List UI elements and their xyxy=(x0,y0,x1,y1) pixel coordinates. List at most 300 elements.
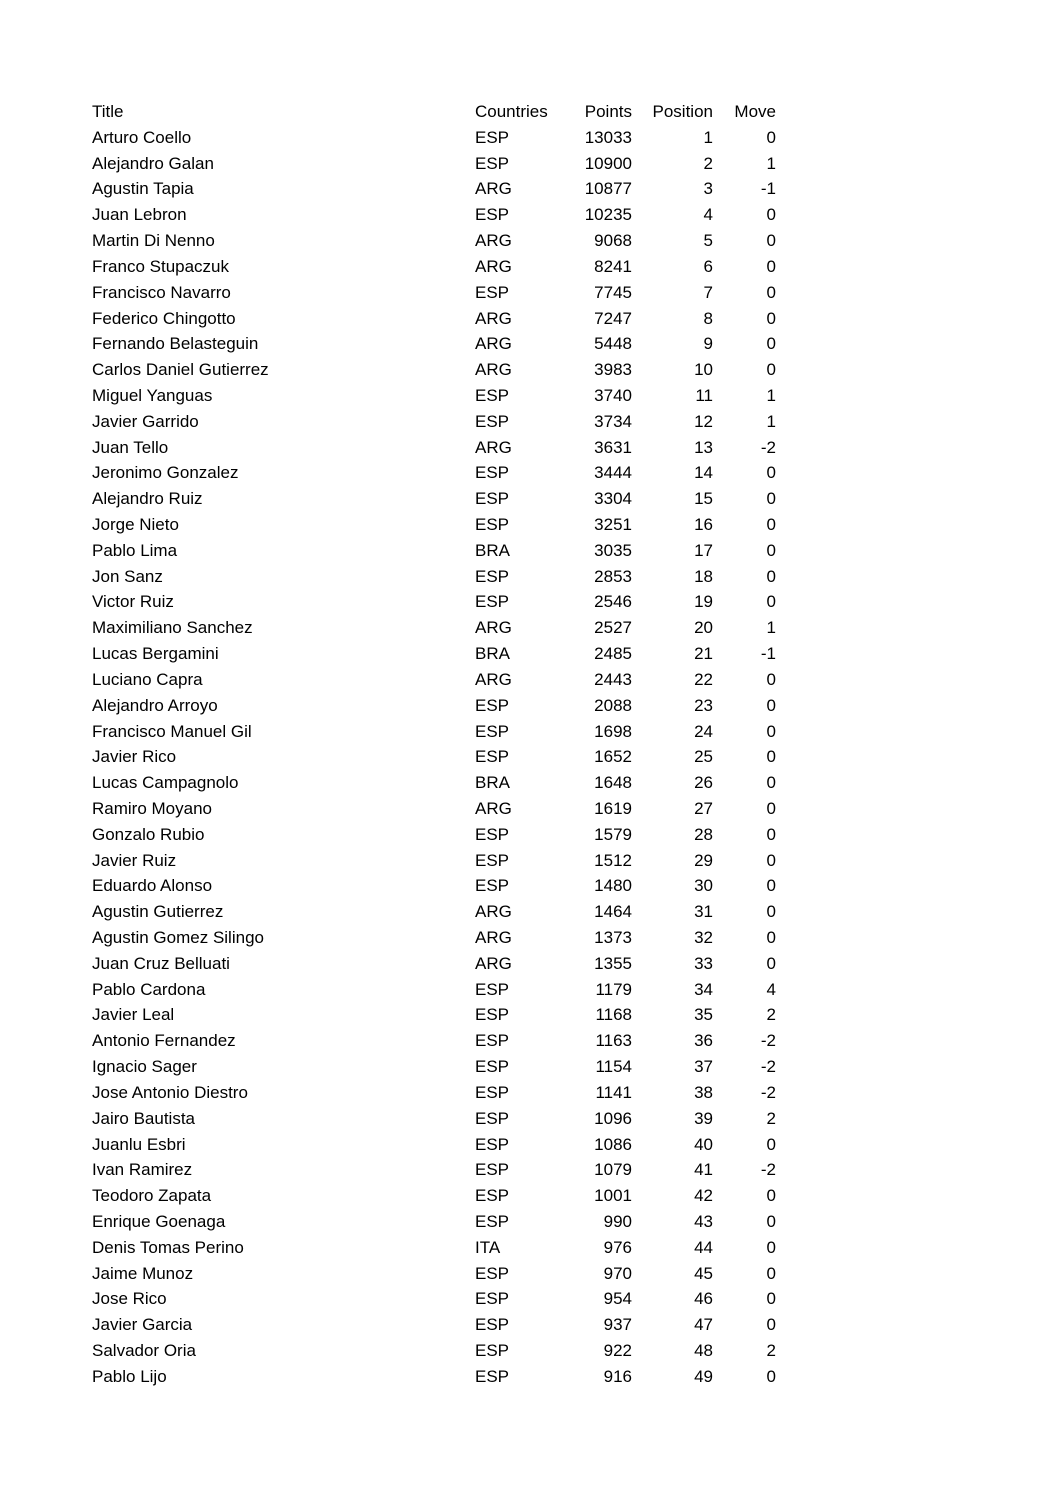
move-cell: 1 xyxy=(766,618,776,638)
points-cell: 3444 xyxy=(594,463,632,483)
title-cell: Maximiliano Sanchez xyxy=(92,618,253,638)
points-cell: 922 xyxy=(603,1341,632,1360)
title-cell: Jose Rico xyxy=(92,1289,167,1309)
title-cell: Francisco Navarro xyxy=(92,282,231,302)
title-cell: Jaime Munoz xyxy=(92,1263,194,1283)
move-cell: 0 xyxy=(766,256,776,276)
table-row xyxy=(92,1338,776,1364)
title-cell: Enrique Goenaga xyxy=(92,1211,226,1231)
country-cell: ESP xyxy=(475,1315,510,1335)
position-cell: 36 xyxy=(694,1031,713,1051)
move-cell: 0 xyxy=(766,308,776,328)
points-cell: 954 xyxy=(603,1289,632,1309)
move-cell: -2 xyxy=(760,1057,776,1077)
table-row xyxy=(92,719,776,745)
table-row xyxy=(92,822,776,848)
title-cell: Javier Leal xyxy=(92,1005,175,1025)
country-cell: ARG xyxy=(475,928,512,947)
points-cell: 7745 xyxy=(594,282,632,302)
position-cell: 48 xyxy=(694,1341,713,1360)
points-cell: 5448 xyxy=(594,334,632,354)
move-cell: 0 xyxy=(766,876,776,896)
title-cell: Jose Antonio Diestro xyxy=(92,1082,248,1102)
points-cell: 1698 xyxy=(594,721,632,741)
title-cell: Ignacio Sager xyxy=(92,1057,197,1077)
position-cell: 30 xyxy=(694,876,713,896)
position-cell: 11 xyxy=(695,385,713,405)
points-cell: 970 xyxy=(603,1263,632,1283)
move-cell: 0 xyxy=(766,773,776,793)
title-cell: Arturo Coello xyxy=(92,127,192,147)
move-cell: 0 xyxy=(766,1237,776,1257)
title-cell: Javier Ruiz xyxy=(92,850,177,870)
points-cell: 2443 xyxy=(594,669,632,689)
title-cell: Javier Garrido xyxy=(92,411,199,431)
column-header-move: Move xyxy=(734,102,776,121)
position-cell: 24 xyxy=(694,721,713,741)
title-cell: Javier Garcia xyxy=(92,1315,193,1335)
country-cell: ARG xyxy=(475,902,512,922)
points-cell: 1096 xyxy=(594,1108,632,1128)
points-cell: 9068 xyxy=(594,231,632,251)
table-body xyxy=(92,125,776,1390)
table-row xyxy=(92,589,776,615)
table-row xyxy=(92,280,776,306)
table-row xyxy=(92,306,776,332)
points-cell: 1141 xyxy=(595,1082,632,1102)
table-row xyxy=(92,744,776,770)
table-row xyxy=(92,357,776,383)
title-cell: Lucas Campagnolo xyxy=(92,773,239,793)
table-row xyxy=(92,641,776,667)
column-header-position: Position xyxy=(652,102,713,121)
title-cell: Franco Stupaczuk xyxy=(92,256,230,276)
country-cell: ESP xyxy=(475,1366,510,1386)
table-row xyxy=(92,848,776,874)
country-cell: ARG xyxy=(475,308,512,328)
points-cell: 1168 xyxy=(595,1005,632,1025)
position-cell: 38 xyxy=(694,1082,713,1102)
position-cell: 20 xyxy=(694,618,713,638)
move-cell: -2 xyxy=(760,437,776,457)
position-cell: 26 xyxy=(694,773,713,793)
country-cell: BRA xyxy=(475,773,510,793)
title-cell: Salvador Oria xyxy=(92,1341,196,1360)
title-cell: Juan Lebron xyxy=(92,205,187,225)
position-cell: 16 xyxy=(694,515,713,534)
table-row xyxy=(92,383,776,409)
table-row xyxy=(92,1054,776,1080)
move-cell: 0 xyxy=(766,1366,776,1386)
country-cell: ARG xyxy=(475,437,512,457)
move-cell: 0 xyxy=(766,824,776,844)
points-cell: 3035 xyxy=(594,540,632,560)
country-cell: ARG xyxy=(475,334,512,354)
country-cell: ESP xyxy=(475,1031,510,1051)
position-cell: 39 xyxy=(694,1108,713,1128)
move-cell: 0 xyxy=(766,282,776,302)
move-cell: -2 xyxy=(760,1031,776,1051)
move-cell: 0 xyxy=(766,902,776,922)
points-cell: 3734 xyxy=(594,411,632,431)
points-cell: 2485 xyxy=(594,644,632,664)
position-cell: 17 xyxy=(694,540,713,560)
points-cell: 7247 xyxy=(594,308,632,328)
position-cell: 45 xyxy=(694,1263,713,1283)
country-cell: ESP xyxy=(475,205,510,225)
points-cell: 916 xyxy=(603,1366,632,1386)
points-cell: 2527 xyxy=(594,618,632,638)
table-row xyxy=(92,1261,776,1287)
move-cell: 2 xyxy=(766,1341,776,1360)
column-header-title: Title xyxy=(92,102,124,121)
table-row xyxy=(92,1312,776,1338)
points-cell: 10877 xyxy=(584,179,632,199)
points-cell: 1086 xyxy=(594,1134,632,1154)
position-cell: 6 xyxy=(703,256,713,276)
move-cell: 2 xyxy=(766,1108,776,1128)
title-cell: Jorge Nieto xyxy=(92,515,179,534)
table-row xyxy=(92,693,776,719)
move-cell: 0 xyxy=(766,489,776,509)
position-cell: 35 xyxy=(694,1005,713,1025)
position-cell: 27 xyxy=(694,798,713,818)
position-cell: 49 xyxy=(694,1366,713,1386)
move-cell: 0 xyxy=(766,334,776,354)
country-cell: ESP xyxy=(475,1211,510,1231)
table-row xyxy=(92,925,776,951)
country-cell: ESP xyxy=(475,1186,510,1206)
country-cell: ARG xyxy=(475,179,512,199)
points-cell: 2088 xyxy=(594,695,632,715)
points-cell: 976 xyxy=(603,1237,632,1257)
title-cell: Alejandro Arroyo xyxy=(92,695,218,715)
table-row xyxy=(92,538,776,564)
table-row xyxy=(92,873,776,899)
points-cell: 3304 xyxy=(594,489,632,509)
points-cell: 1480 xyxy=(594,876,632,896)
table-row xyxy=(92,460,776,486)
position-cell: 41 xyxy=(694,1160,713,1180)
position-cell: 13 xyxy=(694,437,713,457)
title-cell: Juan Cruz Belluati xyxy=(92,953,230,973)
table-row xyxy=(92,435,776,461)
table-row xyxy=(92,951,776,977)
title-cell: Pablo Lijo xyxy=(92,1366,167,1386)
country-cell: ARG xyxy=(475,231,512,251)
position-cell: 40 xyxy=(694,1134,713,1154)
position-cell: 2 xyxy=(703,153,713,173)
country-cell: ESP xyxy=(475,566,510,586)
position-cell: 44 xyxy=(694,1237,713,1257)
points-cell: 3983 xyxy=(594,360,632,380)
move-cell: 2 xyxy=(766,1005,776,1025)
title-cell: Victor Ruiz xyxy=(92,592,174,612)
position-cell: 34 xyxy=(694,979,713,999)
country-cell: ESP xyxy=(475,1160,510,1180)
table-row xyxy=(92,1157,776,1183)
country-cell: ESP xyxy=(475,463,510,483)
table-row xyxy=(92,1235,776,1261)
points-cell: 1652 xyxy=(594,747,632,767)
position-cell: 29 xyxy=(694,850,713,870)
title-cell: Juanlu Esbri xyxy=(92,1134,186,1154)
table-row xyxy=(92,1183,776,1209)
position-cell: 43 xyxy=(694,1211,713,1231)
country-cell: ESP xyxy=(475,489,510,509)
position-cell: 7 xyxy=(703,282,713,302)
column-header-countries: Countries xyxy=(475,102,548,121)
points-cell: 1579 xyxy=(594,824,632,844)
position-cell: 28 xyxy=(694,824,713,844)
country-cell: ESP xyxy=(475,876,510,896)
position-cell: 18 xyxy=(694,566,713,586)
table-row xyxy=(92,667,776,693)
country-cell: ESP xyxy=(475,1134,510,1154)
title-cell: Ramiro Moyano xyxy=(92,798,212,818)
column-header-points: Points xyxy=(584,102,632,121)
table-row xyxy=(92,176,776,202)
country-cell: ESP xyxy=(475,127,510,147)
country-cell: ESP xyxy=(475,850,510,870)
position-cell: 15 xyxy=(694,489,713,509)
position-cell: 47 xyxy=(694,1315,713,1335)
points-cell: 1163 xyxy=(595,1031,632,1051)
move-cell: 0 xyxy=(766,205,776,225)
country-cell: ESP xyxy=(475,747,510,767)
position-cell: 4 xyxy=(703,205,713,225)
points-cell: 1619 xyxy=(594,798,632,818)
table-row xyxy=(92,331,776,357)
table-row xyxy=(92,977,776,1003)
points-cell: 1464 xyxy=(594,902,632,922)
points-cell: 1648 xyxy=(594,773,632,793)
country-cell: ESP xyxy=(475,979,510,999)
move-cell: -2 xyxy=(760,1082,776,1102)
table-row xyxy=(92,125,776,151)
title-cell: Agustin Tapia xyxy=(92,179,194,199)
move-cell: 0 xyxy=(766,695,776,715)
country-cell: ARG xyxy=(475,618,512,638)
title-cell: Federico Chingotto xyxy=(92,308,236,328)
move-cell: 0 xyxy=(766,721,776,741)
move-cell: 4 xyxy=(766,979,776,999)
position-cell: 33 xyxy=(694,953,713,973)
title-cell: Miguel Yanguas xyxy=(92,385,213,405)
move-cell: 0 xyxy=(766,231,776,251)
move-cell: 0 xyxy=(766,953,776,973)
points-cell: 1512 xyxy=(594,850,632,870)
position-cell: 32 xyxy=(694,928,713,947)
country-cell: ESP xyxy=(475,592,510,612)
move-cell: 0 xyxy=(766,515,776,534)
table-row xyxy=(92,1028,776,1054)
country-cell: ESP xyxy=(475,1341,510,1360)
table-row xyxy=(92,1364,776,1390)
points-cell: 2546 xyxy=(594,592,632,612)
table-row xyxy=(92,899,776,925)
title-cell: Luciano Capra xyxy=(92,669,203,689)
country-cell: ITA xyxy=(475,1237,501,1257)
points-cell: 937 xyxy=(603,1315,632,1335)
title-cell: Lucas Bergamini xyxy=(92,644,219,664)
title-cell: Alejandro Ruiz xyxy=(92,489,203,509)
position-cell: 1 xyxy=(703,127,713,147)
points-cell: 10900 xyxy=(584,153,632,173)
table-row xyxy=(92,409,776,435)
country-cell: ARG xyxy=(475,256,512,276)
header-row xyxy=(92,99,776,125)
move-cell: 0 xyxy=(766,798,776,818)
table-row xyxy=(92,796,776,822)
title-cell: Fernando Belasteguin xyxy=(92,334,259,354)
position-cell: 10 xyxy=(694,360,713,380)
country-cell: ESP xyxy=(475,385,510,405)
move-cell: 0 xyxy=(766,566,776,586)
move-cell: 0 xyxy=(766,1186,776,1206)
country-cell: ESP xyxy=(475,411,510,431)
points-cell: 990 xyxy=(603,1211,632,1231)
position-cell: 22 xyxy=(694,669,713,689)
title-cell: Denis Tomas Perino xyxy=(92,1237,244,1257)
move-cell: 0 xyxy=(766,928,776,947)
position-cell: 23 xyxy=(694,695,713,715)
country-cell: ESP xyxy=(475,824,510,844)
move-cell: 1 xyxy=(766,385,776,405)
country-cell: ESP xyxy=(475,282,510,302)
country-cell: BRA xyxy=(475,540,510,560)
country-cell: ARG xyxy=(475,360,512,380)
country-cell: ESP xyxy=(475,1108,510,1128)
move-cell: 0 xyxy=(766,463,776,483)
table-row xyxy=(92,228,776,254)
title-cell: Agustin Gomez Silingo xyxy=(92,928,264,947)
table-row xyxy=(92,1209,776,1235)
move-cell: 0 xyxy=(766,1211,776,1231)
title-cell: Pablo Cardona xyxy=(92,979,206,999)
country-cell: ESP xyxy=(475,695,510,715)
title-cell: Martin Di Nenno xyxy=(92,231,215,251)
title-cell: Javier Rico xyxy=(92,747,177,767)
points-cell: 13033 xyxy=(584,127,632,147)
points-cell: 3251 xyxy=(594,515,632,534)
ranking-table xyxy=(92,99,776,1390)
position-cell: 37 xyxy=(694,1057,713,1077)
title-cell: Teodoro Zapata xyxy=(92,1186,212,1206)
position-cell: 14 xyxy=(694,463,713,483)
table-row xyxy=(92,564,776,590)
move-cell: 0 xyxy=(766,127,776,147)
points-cell: 1154 xyxy=(595,1057,632,1077)
table-row xyxy=(92,1080,776,1106)
country-cell: ESP xyxy=(475,1057,510,1077)
table-row xyxy=(92,254,776,280)
move-cell: -1 xyxy=(760,179,776,199)
move-cell: 0 xyxy=(766,592,776,612)
title-cell: Eduardo Alonso xyxy=(92,876,213,896)
move-cell: 0 xyxy=(766,1263,776,1283)
position-cell: 12 xyxy=(694,411,713,431)
move-cell: 0 xyxy=(766,360,776,380)
move-cell: 1 xyxy=(766,153,776,173)
position-cell: 9 xyxy=(703,334,713,354)
title-cell: Alejandro Galan xyxy=(92,153,214,173)
points-cell: 10235 xyxy=(584,205,632,225)
position-cell: 21 xyxy=(694,644,713,664)
country-cell: ESP xyxy=(475,1263,510,1283)
table-row xyxy=(92,1106,776,1132)
country-cell: ESP xyxy=(475,153,510,173)
title-cell: Jeronimo Gonzalez xyxy=(92,463,239,483)
country-cell: ARG xyxy=(475,798,512,818)
title-cell: Ivan Ramirez xyxy=(92,1160,193,1180)
title-cell: Gonzalo Rubio xyxy=(92,824,205,844)
move-cell: -1 xyxy=(760,644,776,664)
move-cell: 0 xyxy=(766,1289,776,1309)
country-cell: ARG xyxy=(475,953,512,973)
move-cell: 0 xyxy=(766,1315,776,1335)
points-cell: 3631 xyxy=(594,437,632,457)
position-cell: 31 xyxy=(694,902,713,922)
position-cell: 5 xyxy=(703,231,713,251)
position-cell: 8 xyxy=(703,308,713,328)
title-cell: Pablo Lima xyxy=(92,540,178,560)
move-cell: -2 xyxy=(760,1160,776,1180)
title-cell: Jairo Bautista xyxy=(92,1108,195,1128)
position-cell: 19 xyxy=(694,592,713,612)
points-cell: 1001 xyxy=(594,1186,632,1206)
table-row xyxy=(92,770,776,796)
title-cell: Agustin Gutierrez xyxy=(92,902,224,922)
title-cell: Antonio Fernandez xyxy=(92,1031,236,1051)
title-cell: Juan Tello xyxy=(92,437,169,457)
points-cell: 1179 xyxy=(595,979,632,999)
position-cell: 42 xyxy=(694,1186,713,1206)
points-cell: 1355 xyxy=(594,953,632,973)
position-cell: 46 xyxy=(694,1289,713,1309)
table-row xyxy=(92,615,776,641)
table-row xyxy=(92,486,776,512)
move-cell: 0 xyxy=(766,747,776,767)
points-cell: 1373 xyxy=(594,928,632,947)
points-cell: 2853 xyxy=(594,566,632,586)
move-cell: 0 xyxy=(766,850,776,870)
country-cell: ESP xyxy=(475,721,510,741)
move-cell: 1 xyxy=(766,411,776,431)
country-cell: ARG xyxy=(475,669,512,689)
move-cell: 0 xyxy=(766,669,776,689)
document-page xyxy=(92,99,776,1390)
position-cell: 25 xyxy=(694,747,713,767)
table-row xyxy=(92,512,776,538)
title-cell: Jon Sanz xyxy=(92,566,163,586)
table-row xyxy=(92,202,776,228)
table-row xyxy=(92,1002,776,1028)
points-cell: 3740 xyxy=(594,385,632,405)
move-cell: 0 xyxy=(766,1134,776,1154)
table-row xyxy=(92,1132,776,1158)
table-row xyxy=(92,1286,776,1312)
country-cell: BRA xyxy=(475,644,510,664)
title-cell: Carlos Daniel Gutierrez xyxy=(92,360,269,380)
points-cell: 1079 xyxy=(594,1160,632,1180)
country-cell: ESP xyxy=(475,1289,510,1309)
country-cell: ESP xyxy=(475,1005,510,1025)
country-cell: ESP xyxy=(475,515,510,534)
move-cell: 0 xyxy=(766,540,776,560)
title-cell: Francisco Manuel Gil xyxy=(92,721,252,741)
country-cell: ESP xyxy=(475,1082,510,1102)
